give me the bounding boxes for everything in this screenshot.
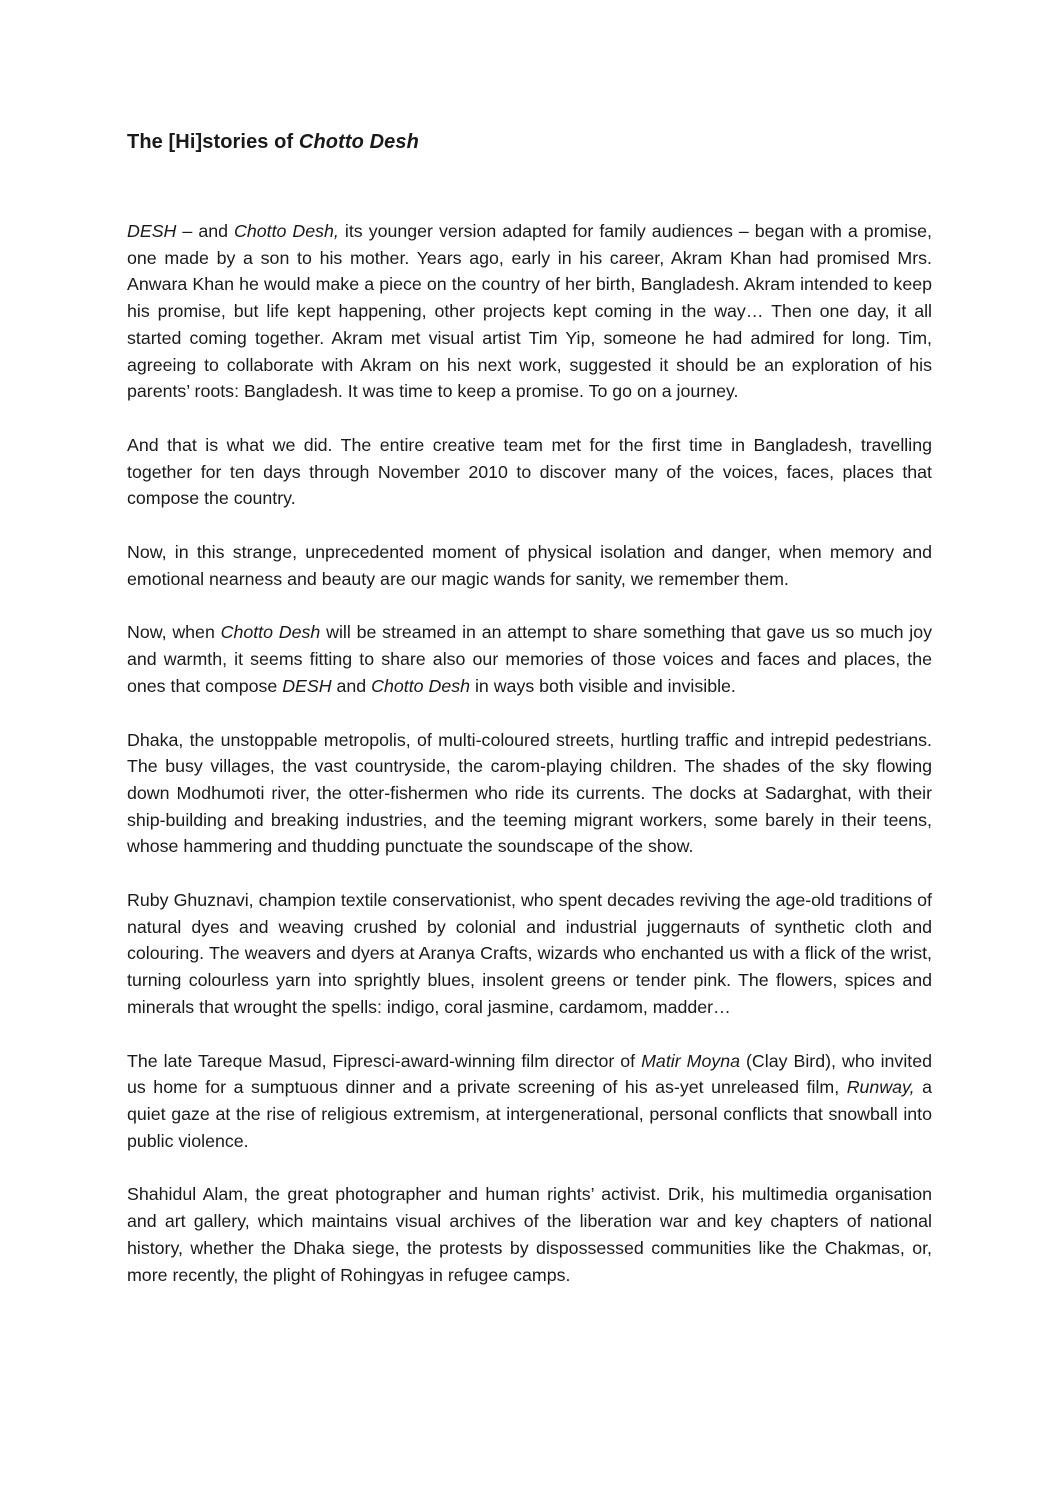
body-paragraph	[127, 432, 932, 512]
italic-text: Runway,	[846, 1077, 915, 1098]
document-title-italic: Chotto Desh	[298, 131, 419, 153]
body-paragraph	[127, 619, 932, 699]
italic-text: Chotto Desh,	[234, 221, 339, 241]
document-title	[127, 128, 932, 156]
paragraph-text: Now, in this strange, unprecedented moment of physical isolation and danger, when memory and emotional nearness and beauty are our magic wands for sanity, we remember them.	[127, 542, 932, 589]
italic-text: Chotto Desh	[371, 675, 470, 696]
paragraph-text: Shahidul Alam, the great photographer and human rights’ activist. Drik, his multimedia organisation and art gallery, which maintains visual archives of the liberation war and key chapters of national history, whether the Dhaka siege, the protests by dispossessed communities like the Chakmas, or, more recently, the plight of Rohingyas in refugee camps.	[127, 1184, 932, 1285]
document-title-prefix: The [Hi]stories of	[127, 131, 299, 153]
document-page	[127, 128, 932, 1288]
paragraph-text: Ruby Ghuznavi, champion textile conservationist, who spent decades reviving the age-old traditions of natural dyes and weaving crushed by colonial and industrial juggernauts of synthetic cloth and colouring. The weavers and dyers at Aranya Crafts, wizards who enchanted us with a flick of the wrist, turning colourless yarn into sprightly blues, insolent greens or tender pink. The flowers, spices and minerals that wrought the spells: indigo, coral jasmine, cardamom, madder…	[127, 890, 932, 1017]
paragraph-text: in ways both visible and invisible.	[470, 675, 736, 696]
body-paragraph	[127, 887, 932, 1021]
paragraph-text: its younger version adapted for family audiences – began with a promise, one made by a son to his mother. Years ago, early in his career, Akram Khan had promised Mrs. Anwara Khan he would make a piece on the country of her birth, Bangladesh. Akram intended to keep his promise, but life kept happening, other projects kept coming in the way… Then one day, it all started coming together. Akram met visual artist Tim Yip, someone he had admired for long. Tim, agreeing to collaborate with Akram on his next work, suggested it should be an exploration of his parents’ roots: Bangladesh. It was time to keep a promise. To go on a journey.	[127, 221, 932, 402]
italic-text: Chotto Desh	[220, 622, 321, 643]
paragraph-text: And that is what we did. The entire creative team met for the first time in Bangladesh, travelling together for ten days through November 2010 to discover many of the voices, faces, places that compose the country.	[127, 434, 932, 509]
body-paragraph	[127, 218, 932, 405]
paragraph-text: – and	[176, 221, 235, 241]
body-paragraph	[127, 1048, 932, 1155]
paragraph-text: Now, when	[127, 622, 221, 643]
paragraph-text: Dhaka, the unstoppable metropolis, of multi-coloured streets, hurtling traffic and intrepid pedestrians. The busy villages, the vast countryside, the carom-playing children. The shades of the sky flowing down Modhumoti river, the otter-fishermen who ride its currents. The docks at Sadarghat, with their ship-building and breaking industries, and the teeming migrant workers, some barely in their teens, whose hammering and thudding punctuate the soundscape of the show.	[127, 729, 932, 857]
italic-text: DESH	[282, 675, 332, 696]
body-paragraph	[127, 539, 932, 592]
paragraph-text: (Clay Bird), who invited us home for a sumptuous dinner and a private screening of his as-yet unreleased film,	[127, 1050, 932, 1098]
paragraph-text: The late Tareque Masud, Fipresci-award-winning film director of	[127, 1050, 642, 1071]
document-body	[127, 218, 932, 1288]
paragraph-text: and	[331, 675, 372, 696]
paragraph-text: will be streamed in an attempt to share something that gave us so much joy and warmth, it seems fitting to share also our memories of those voices and faces and places, the ones that compose	[127, 622, 933, 696]
body-paragraph	[127, 1181, 932, 1288]
body-paragraph	[127, 727, 932, 861]
italic-text: Matir Moyna	[641, 1050, 741, 1071]
paragraph-text: a quiet gaze at the rise of religious extremism, at intergenerational, personal conflicts that snowball into public violence.	[127, 1077, 932, 1151]
italic-text: DESH	[127, 221, 177, 241]
